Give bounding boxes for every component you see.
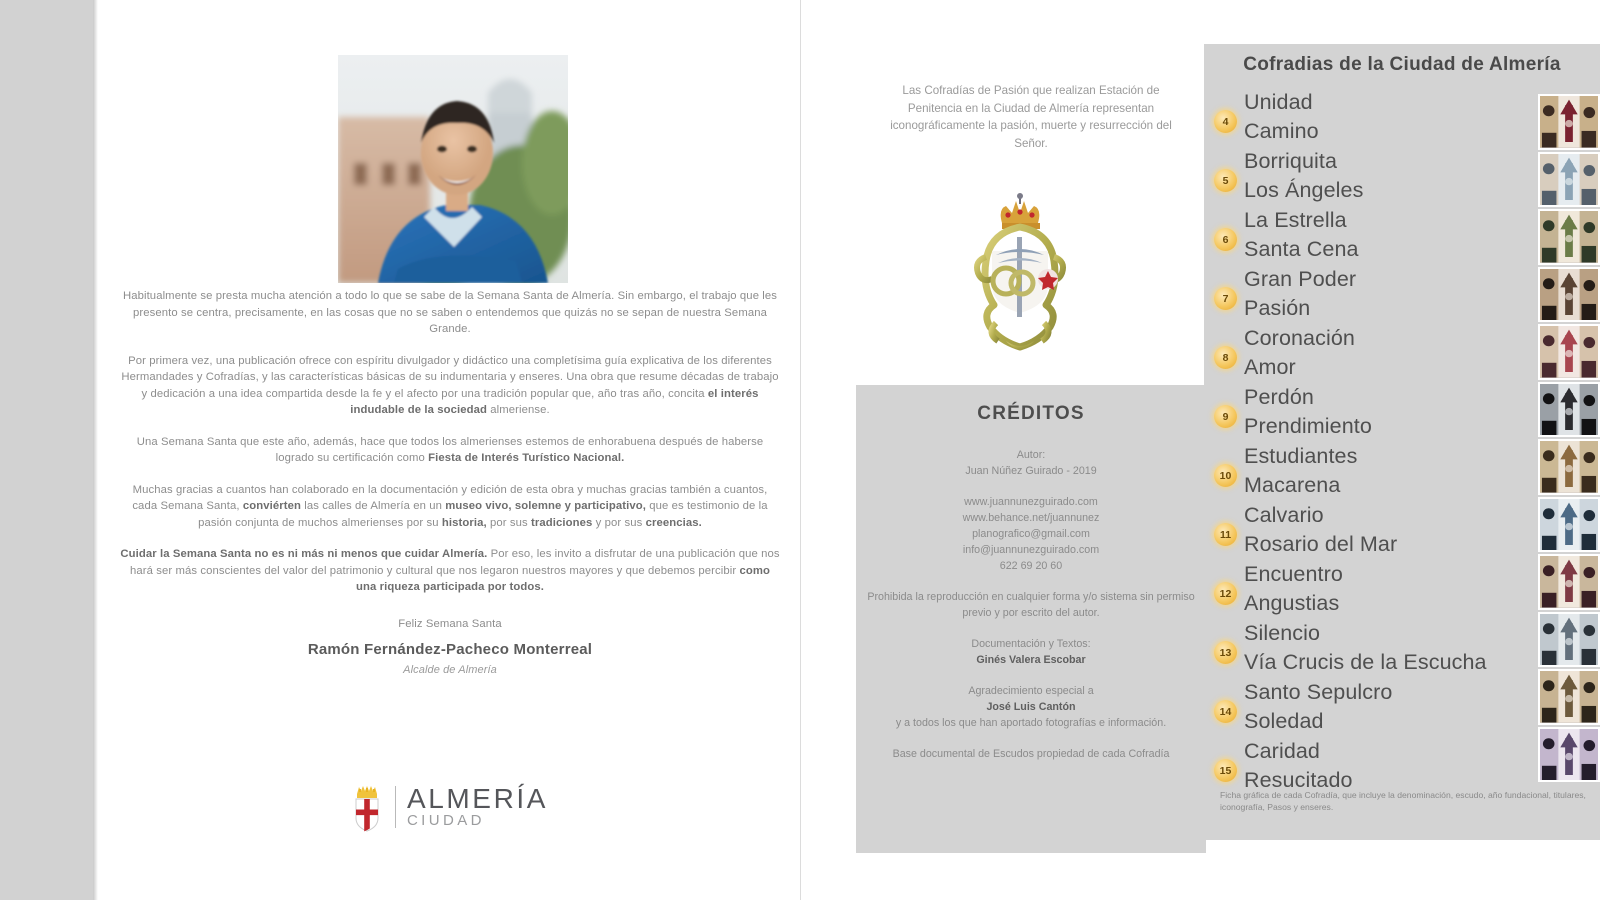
- letter-p4-bold-1: conviérten: [242, 500, 302, 512]
- logo-divider: [395, 786, 396, 828]
- cofradia-thumbnail: [1538, 267, 1600, 323]
- letter-p4-mid-2: que es testimonio de la pasión conjunta de muchos almerienses por su: [198, 500, 768, 529]
- almeria-city-logo: [98, 782, 800, 832]
- cofradia-name[interactable]: Vía Crucis de la Escucha: [1244, 650, 1487, 674]
- logo-sub-text: CIUDAD: [406, 812, 485, 829]
- cofradia-name[interactable]: Angustias: [1244, 591, 1340, 615]
- signature-name: Ramón Fernández-Pacheco Monterreal: [307, 641, 593, 658]
- creditos-rights: Prohibida la reproducción en cualquier forma y/o sistema sin permiso previo y por escrito del autor.: [867, 591, 1195, 619]
- creditos-author: [856, 447, 1206, 479]
- cofradia-name[interactable]: Santo Sepulcro: [1244, 680, 1393, 704]
- cofradia-number-badge: 7: [1214, 287, 1237, 310]
- creditos-thanks: [856, 683, 1206, 731]
- logo-wordmark: [407, 785, 548, 829]
- cofradia-number-badge: 4: [1214, 110, 1237, 133]
- logo-main-text: ALMERÍA: [406, 783, 549, 814]
- letter-p5-bold: como una riqueza participada por todos.: [356, 564, 771, 593]
- cofradia-number-badge: 10: [1214, 464, 1237, 487]
- letter-paragraph-3: [120, 434, 780, 467]
- mayor-letter: [120, 288, 780, 678]
- cofradia-name[interactable]: Amor: [1244, 355, 1296, 379]
- cofradia-thumbnail: [1538, 382, 1600, 438]
- cofradia-name[interactable]: Encuentro: [1244, 562, 1343, 586]
- letter-p4-bold-3: historia,: [441, 516, 487, 529]
- intro-paragraph: Las Cofradías de Pasión que realizan Estación de Penitencia en la Ciudad de Almería representan iconográficamente la pasión, muerte y resurrección del Señor.: [890, 84, 1172, 150]
- letter-p4-mid-3: por sus: [486, 516, 531, 529]
- cofradia-thumbnail: [1538, 439, 1600, 495]
- cofradia-thumbnail: [1538, 554, 1600, 610]
- cofradia-thumbnail: [1538, 727, 1600, 783]
- creditos-thanks-tail: y a todos los que han aportado fotografías e información.: [895, 717, 1167, 729]
- cofradia-name[interactable]: Silencio: [1244, 621, 1321, 645]
- cofradia-name[interactable]: Prendimiento: [1244, 414, 1372, 438]
- signature-role: Alcalde de Almería: [403, 663, 497, 676]
- cofradia-name[interactable]: Los Ángeles: [1244, 178, 1364, 202]
- creditos-panel: [856, 385, 1206, 853]
- letter-p4-bold-5: creencias.: [645, 516, 702, 529]
- cofradia-number-badge: 12: [1214, 582, 1237, 605]
- letter-p4-text: Muchas gracias a cuantos han colaborado en la documentación y edición de esta obra y muchas gracias también a cuantos, cada Semana Santa,: [132, 483, 768, 512]
- cofradia-name[interactable]: Caridad: [1244, 739, 1320, 763]
- letter-paragraph-4: [120, 482, 780, 532]
- letter-p4-bold-2: museo vivo, solemne y participativo,: [445, 500, 646, 512]
- cofradia-name[interactable]: Santa Cena: [1244, 237, 1359, 261]
- creditos-documentation: [856, 636, 1206, 668]
- cofradia-number-badge: 8: [1214, 346, 1237, 369]
- cofradia-thumbnail: [1538, 669, 1600, 725]
- letter-paragraph-2: [120, 353, 780, 419]
- letter-p4-mid-4: y por sus: [592, 516, 646, 529]
- creditos-contacts: [856, 494, 1206, 574]
- cofradia-number-badge: 14: [1214, 700, 1237, 723]
- cofradia-thumbnail: [1538, 612, 1600, 668]
- creditos-behance[interactable]: www.behance.net/juannunez: [962, 512, 1100, 524]
- cofradia-thumbnail: [1538, 152, 1600, 208]
- cofradia-thumbnail: [1538, 324, 1600, 380]
- letter-p3-bold: Fiesta de Interés Turístico Nacional.: [428, 452, 625, 464]
- cofradia-thumbnail: [1538, 94, 1600, 150]
- letter-p5-lead-bold: Cuidar la Semana Santa no es ni más ni menos que cuidar Almería.: [120, 548, 488, 560]
- cofradias-caption: Ficha gráfica de cada Cofradía, que incluye la denominación, escudo, año fundacional, titulares, iconografía, Pasos y enseres.: [1220, 790, 1586, 812]
- cofradia-name[interactable]: La Estrella: [1244, 208, 1347, 232]
- cofradia-number-badge: 15: [1214, 759, 1237, 782]
- cofradia-name[interactable]: Estudiantes: [1244, 444, 1358, 468]
- cofradia-number-badge: 9: [1214, 405, 1237, 428]
- cofradia-number-badge: 13: [1214, 641, 1237, 664]
- cofradia-number-badge: 5: [1214, 169, 1237, 192]
- cofradia-number-badge: 6: [1214, 228, 1237, 251]
- right-page: [801, 0, 1600, 900]
- signature-wish: Feliz Semana Santa: [398, 617, 502, 630]
- cofradias-panel: [1204, 44, 1600, 840]
- cofradia-number-badge: 11: [1214, 523, 1237, 546]
- letter-p2-bold: el interés indudable de la sociedad: [350, 387, 759, 416]
- creditos-email-2[interactable]: info@juannunezguirado.com: [962, 544, 1100, 556]
- cofradia-name[interactable]: Unidad: [1244, 90, 1313, 114]
- letter-paragraph-1: Habitualmente se presta mucha atención a todo lo que se sabe de la Semana Santa de Almería. Sin embargo, el trabajo que les presento se centra, precisamente, en las cosas que no se saben o entendemos que quizás no se sepan de nuestra Semana Grande.: [122, 290, 778, 335]
- letter-p4-bold-4: tradiciones: [530, 516, 593, 529]
- creditos-phone: 622 69 20 60: [999, 560, 1063, 572]
- letter-p4-mid-1: las calles de Almería en un: [301, 500, 446, 512]
- creditos-author-label: Autor:: [1016, 449, 1046, 461]
- letter-p2-tail: almeriense.: [487, 404, 550, 416]
- cofradias-title: Cofradias de la Ciudad de Almería: [1243, 54, 1561, 75]
- mayor-portrait-photo: [338, 55, 568, 283]
- creditos-docs-label: Documentación y Textos:: [971, 638, 1091, 650]
- almeria-coat-of-arms-icon: [350, 782, 384, 832]
- heraldic-emblem-icon: [956, 193, 1086, 358]
- creditos-thanks-name: José Luis Cantón: [986, 701, 1076, 713]
- cofradia-name[interactable]: Perdón: [1244, 385, 1314, 409]
- cofradia-name[interactable]: Borriquita: [1244, 149, 1338, 173]
- creditos-thanks-label: Agradecimiento especial a: [968, 685, 1094, 697]
- cofradia-thumbnail: [1538, 209, 1600, 265]
- cofradia-name[interactable]: Rosario del Mar: [1244, 532, 1398, 556]
- creditos-base-docs: Base documental de Escudos propiedad de cada Cofradía: [892, 748, 1170, 760]
- left-page-gutter: [0, 0, 93, 900]
- cofradias-thumbnail-strip: [1538, 94, 1600, 782]
- cofradia-name[interactable]: Pasión: [1244, 296, 1311, 320]
- left-page: [98, 0, 800, 900]
- creditos-email-1[interactable]: planografico@gmail.com: [972, 528, 1090, 540]
- creditos-author-name: Juan Núñez Guirado - 2019: [965, 465, 1097, 477]
- letter-paragraph-5: [120, 546, 780, 596]
- letter-p5-text: Por eso, les invito a disfrutar de una publicación que nos hará ser más conscientes del valor del patrimonio y cultural que nos legaron nuestros mayores y que debemos percibir: [129, 548, 780, 577]
- cofradia-thumbnail: [1538, 497, 1600, 553]
- cofradia-name[interactable]: Coronación: [1244, 326, 1355, 350]
- creditos-website[interactable]: www.juannunezguirado.com: [964, 496, 1098, 508]
- cofradia-name[interactable]: Camino: [1244, 119, 1319, 143]
- cofradia-name[interactable]: Soledad: [1244, 709, 1324, 733]
- creditos-docs-name: Ginés Valera Escobar: [976, 654, 1086, 666]
- letter-p2-text: Por primera vez, una publicación ofrece con espíritu divulgador y didáctico una completísima guía explicativa de los diferentes Hermandades y Cofradías, y las características básicas de su indumentaria y enseres. Una obra que resume décadas de trabajo y dedicación a una idea compartida desde la fe y el afecto por una tradición popular que, año tras año, concita: [121, 354, 779, 400]
- cofradia-name[interactable]: Gran Poder: [1244, 267, 1357, 291]
- cofradia-name[interactable]: Macarena: [1244, 473, 1341, 497]
- cofradia-name[interactable]: Calvario: [1244, 503, 1324, 527]
- cofradia-name[interactable]: Resucitado: [1244, 768, 1353, 792]
- creditos-title: CRÉDITOS: [977, 403, 1085, 424]
- letter-p3-text: Una Semana Santa que este año, además, hace que todos los almerienses estemos de enhorabuena después de haberse logrado su certificación como: [136, 435, 764, 464]
